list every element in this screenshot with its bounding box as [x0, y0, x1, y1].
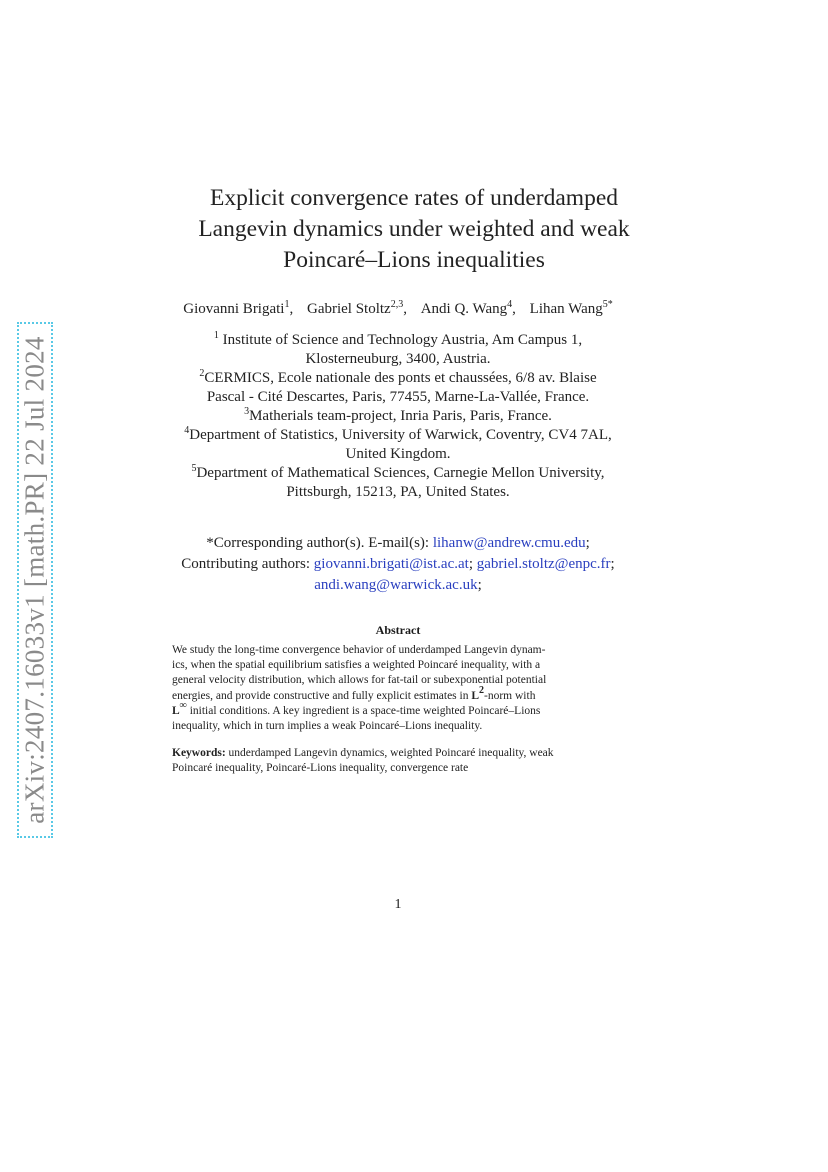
contributing-authors: Contributing authors: giovanni.brigati@ist.ac.at; gabriel.stoltz@enpc.fr;	[181, 556, 615, 572]
abstract-line: energies, and provide constructive and fully explicit estimates in $L^2$-norm with	[172, 684, 536, 702]
title-line: Langevin dynamics under weighted and weak	[198, 216, 630, 242]
contrib-email-link[interactable]: giovanni.brigati@ist.ac.at	[313, 556, 469, 572]
contrib-email-link[interactable]: andi.wang@warwick.ac.uk	[314, 577, 478, 593]
author: Lihan Wang$^{5*}$	[529, 299, 613, 317]
title-line: Explicit convergence rates of underdamped	[209, 185, 619, 211]
title-line: Poincaré–Lions inequalities	[283, 247, 545, 273]
keywords-label: Keywords:	[172, 747, 226, 759]
abstract-line: inequality, which in turn implies a weak Poincaré–Lions inequality.	[172, 720, 483, 733]
page-number: 1	[394, 897, 402, 912]
contributing-authors-cont: andi.wang@warwick.ac.uk;	[314, 577, 482, 593]
affiliation-5: $^5$Department of Mathematical Sciences, Carnegie Mellon University,	[191, 463, 605, 481]
affiliation-1: $^1$ Institute of Science and Technology Austria, Am Campus 1,	[213, 330, 583, 348]
contrib-email-link[interactable]: gabriel.stoltz@enpc.fr	[476, 556, 611, 572]
author: Gabriel Stoltz$^{2,3}$,	[306, 299, 407, 317]
author: Giovanni Brigati$^1$,	[183, 299, 294, 317]
affiliation-3: $^3$Matherials team-project, Inria Paris, Paris, France.	[244, 406, 552, 424]
correspondence	[0, 533, 796, 596]
abstract-line: general velocity distribution, which allows for fat-tail or subexponential potential	[172, 674, 547, 687]
affiliation-4: $^4$Department of Statistics, University of Warwick, Coventry, CV4 7AL,	[184, 425, 612, 443]
affiliation-2-cont: Pascal - Cité Descartes, Paris, 77455, Marne-La-Vallée, France.	[206, 389, 590, 405]
corresponding-author: *Corresponding author(s). E-mail(s): lihanw@andrew.cmu.edu;	[206, 535, 590, 551]
keywords-line: Keywords: underdamped Langevin dynamics, weighted Poincaré inequality, weak	[172, 747, 554, 759]
author: Andi Q. Wang$^4$,	[420, 299, 516, 317]
arxiv-stamp-text: arXiv:2407.16033v1 [math.PR] 22 Jul 2024	[19, 336, 50, 824]
keywords	[172, 746, 624, 776]
abstract-heading: Abstract	[375, 623, 421, 637]
abstract-body	[172, 643, 624, 734]
affiliation-4-cont: United Kingdom.	[345, 446, 451, 462]
affiliations	[0, 331, 796, 502]
keywords-line: Poincaré inequality, Poincaré-Lions inequality, convergence rate	[172, 762, 469, 775]
affiliation-1-cont: Klosterneuburg, 3400, Austria.	[305, 351, 491, 367]
affiliation-5-cont: Pittsburgh, 15213, PA, United States.	[286, 484, 510, 500]
abstract-line: ics, when the spatial equilibrium satisfies a weighted Poincaré inequality, with a	[172, 659, 541, 672]
corresponding-email-link[interactable]: lihanw@andrew.cmu.edu	[432, 535, 586, 551]
abstract-line: We study the long-time convergence behavior of underdamped Langevin dynam-	[172, 644, 546, 656]
paper-title	[0, 183, 828, 276]
author-list	[0, 301, 796, 318]
abstract-line: L∞ initial conditions. A key ingredient is a space-time weighted Poincaré–Lions	[172, 699, 541, 717]
affiliation-2: $^2$CERMICS, Ecole nationale des ponts et chaussées, 6/8 av. Blaise	[199, 368, 597, 386]
